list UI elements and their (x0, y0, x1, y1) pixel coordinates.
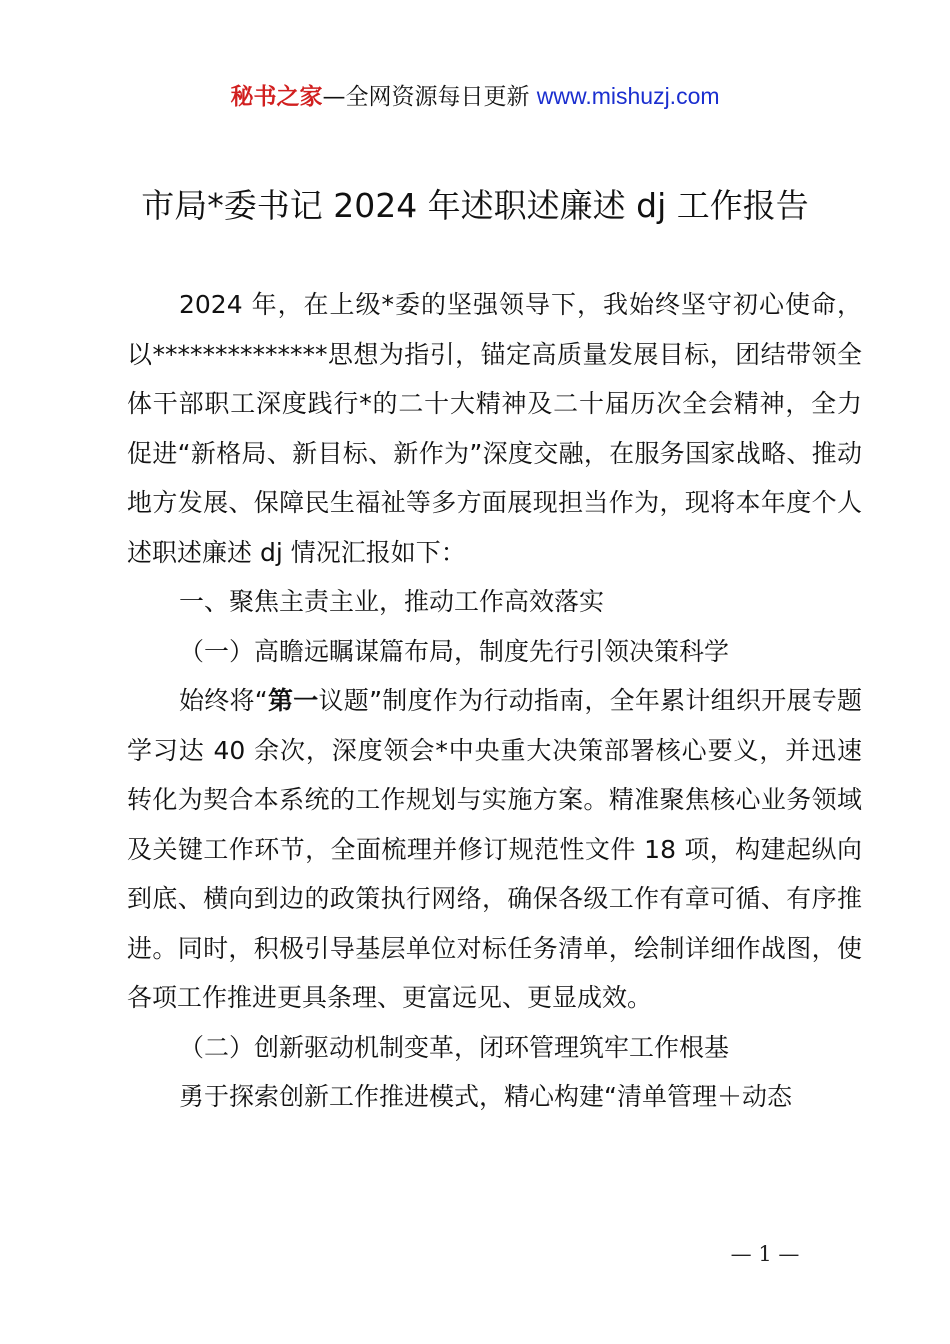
document-body (127, 280, 862, 1122)
body-paragraph-2: 勇于探索创新工作推进模式，精心构建“清单管理＋动态 (179, 1082, 792, 1111)
site-banner (0, 80, 950, 113)
body-paragraph-1-lead: 始终将“ (179, 686, 268, 715)
subsection-heading-1: （一）高瞻远瞩谋篇布局，制度先行引领决策科学 (179, 636, 730, 666)
body-paragraph-1 (127, 676, 862, 1023)
banner-brand: 秘书之家 (230, 84, 323, 110)
banner-url-link[interactable]: www.mishuzj.com (536, 83, 720, 109)
body-paragraph-1-rest: 议题”制度作为行动指南，全年累计组织开展专题学习达 40 余次，深度领会*中央重大决策部署核心要义，并迅速转化为契合本系统的工作规划与实施方案。精准聚焦核心业务领域及关键工作环节，全面梳理并修订规范性文件 18 项，构建起纵向到底、横向到边的政策执行网络，确保各级工作有章可循、有序推进。同时，积极引导基层单位对标任务清单，绘制详细作战图，使各项工作推进更具条理、更富远见、更显成效。 (127, 686, 862, 1012)
body-paragraph-1-bold: 第一 (267, 686, 319, 715)
section-heading-1: 一、聚焦主责主业，推动工作高效落实 (179, 587, 605, 616)
page-number: — 1 — (730, 1242, 800, 1266)
subsection-heading-2: （二）创新驱动机制变革，闭环管理筑牢工作根基 (179, 1032, 730, 1062)
intro-paragraph: 2024 年，在上级*委的坚强领导下，我始终坚守初心使命，以**************思想为指引，锚定高质量发展目标，团结带领全体干部职工深度践行*的二十大精神及二十届历次全会精神，全力促进“新格局、新目标、新作为”深度交融，在服务国家战略、推动地方发展、保障民生福祉等多方面展现担当作为，现将本年度个人述职述廉述 dj 情况汇报如下： (127, 290, 862, 567)
banner-slogan: —全网资源每日更新 (322, 84, 537, 110)
document-title: 市局*委书记 2024 年述职述廉述 dj 工作报告 (141, 186, 809, 225)
